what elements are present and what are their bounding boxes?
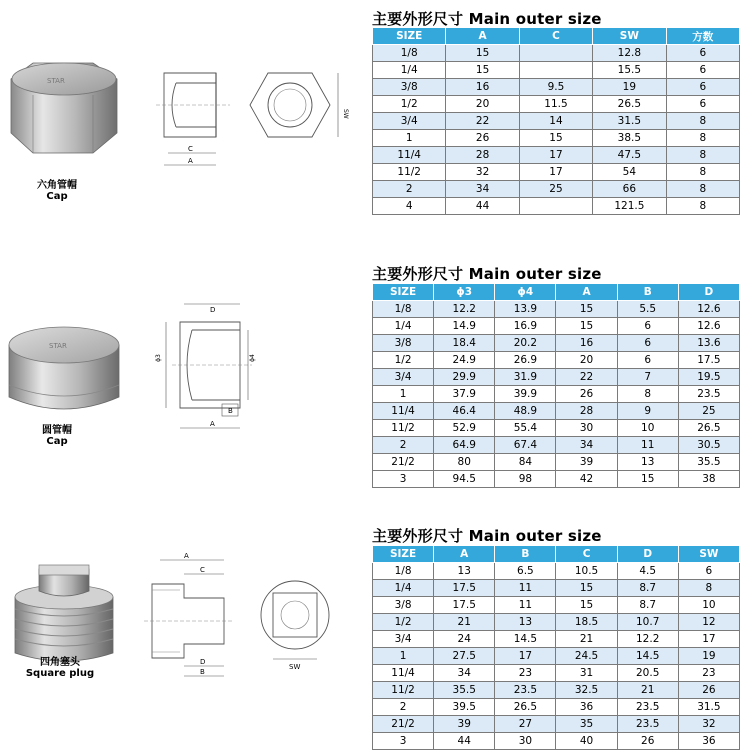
table-row [373,62,740,79]
table-cell: 15 [446,62,519,79]
hex-cap-dim-a: A [188,157,193,165]
hex-cap-table [372,27,740,215]
table-cell: 3/4 [373,631,434,648]
table-cell: 4 [373,198,446,215]
table-cell: 13 [434,563,495,580]
table-cell: 1/2 [373,614,434,631]
table-cell: 27.5 [434,648,495,665]
table-cell: 11/4 [373,403,434,420]
table-cell: 23.5 [678,386,739,403]
square-plug-caption-cn: 四角塞头 [40,657,80,668]
hex-cap-section-drawing [150,65,240,175]
table-cell: 8 [666,198,739,215]
table-cell: 40 [556,733,617,750]
table-cell: 26 [617,733,678,750]
table-cell: 2 [373,699,434,716]
table-cell: 21/2 [373,716,434,733]
table-cell: 8 [666,147,739,164]
table-cell: 10.7 [617,614,678,631]
table-row [373,369,740,386]
table-cell: 1 [373,648,434,665]
table-cell: 26 [446,130,519,147]
hex-cap-heading: 主要外形尺寸 Main outer size [372,10,602,28]
table-cell: 31.9 [495,369,556,386]
square-plug-caption [15,657,105,679]
svg-text:STAR: STAR [49,342,67,350]
hex-cap-photo [5,55,123,160]
table-cell: 25 [519,181,592,198]
square-plug-dim-a: A [184,552,189,560]
table-cell: 1/8 [373,563,434,580]
table-cell: 28 [556,403,617,420]
table-row [373,580,740,597]
table-cell: 12.6 [678,301,739,318]
table-row [373,130,740,147]
table-cell: 15 [556,301,617,318]
table-row [373,682,740,699]
round-cap-section-drawing [152,300,262,435]
table-cell: 14 [519,113,592,130]
table-cell: 35 [556,716,617,733]
table-cell: 3/8 [373,597,434,614]
table-cell: 21 [434,614,495,631]
table-row [373,45,740,62]
square-plug-table [372,545,740,750]
table-cell: 8 [666,130,739,147]
table-cell: 32 [446,164,519,181]
table-cell: 21 [556,631,617,648]
hex-cap-caption [22,180,92,202]
column-header: B [495,546,556,563]
column-header: SW [593,28,666,45]
table-cell: 24 [434,631,495,648]
table-cell: 16 [556,335,617,352]
table-cell: 26 [678,682,739,699]
table-cell: 24.9 [434,352,495,369]
table-row [373,318,740,335]
table-cell: 3 [373,471,434,488]
table-cell: 14.9 [434,318,495,335]
table-cell: 39 [556,454,617,471]
round-cap-section [0,255,750,505]
table-row [373,614,740,631]
table-cell: 27 [495,716,556,733]
table-cell: 9.5 [519,79,592,96]
table-row [373,181,740,198]
table-cell: 25 [678,403,739,420]
table-cell: 23 [495,665,556,682]
table-cell: 36 [678,733,739,750]
table-cell: 34 [446,181,519,198]
table-cell: 11/2 [373,682,434,699]
table-cell: 5.5 [617,301,678,318]
table-cell: 20 [446,96,519,113]
table-row [373,454,740,471]
table-cell: 6 [666,79,739,96]
square-plug-end-view [247,579,347,674]
table-cell: 8 [666,113,739,130]
table-cell: 26.5 [593,96,666,113]
table-cell: 11.5 [519,96,592,113]
column-header: A [446,28,519,45]
table-row [373,699,740,716]
table-cell: 23.5 [495,682,556,699]
table-cell: 6 [617,318,678,335]
square-plug-section-drawing [140,552,245,682]
table-cell: 26.9 [495,352,556,369]
table-cell: 52.9 [434,420,495,437]
column-header: C [519,28,592,45]
table-cell: 38 [678,471,739,488]
table-row [373,733,740,750]
round-cap-heading: 主要外形尺寸 Main outer size [372,265,602,283]
table-row [373,147,740,164]
table-header-row [373,284,740,301]
table-row [373,386,740,403]
table-cell: 26 [556,386,617,403]
column-header: SIZE [373,28,446,45]
table-row [373,563,740,580]
table-cell: 19 [678,648,739,665]
table-cell: 12.6 [678,318,739,335]
table-cell: 17 [678,631,739,648]
table-cell: 15 [556,580,617,597]
table-cell: 11/4 [373,665,434,682]
table-cell: 6 [617,335,678,352]
table-cell: 12.2 [434,301,495,318]
round-cap-dim-a: A [210,420,215,428]
table-cell: 17 [519,147,592,164]
table-row [373,471,740,488]
table-row [373,352,740,369]
table-cell: 8 [617,386,678,403]
round-cap-table [372,283,740,488]
table-row [373,335,740,352]
table-cell: 84 [495,454,556,471]
table-cell: 39.9 [495,386,556,403]
table-cell: 1 [373,386,434,403]
table-row [373,198,740,215]
table-cell: 1/2 [373,96,446,113]
table-cell: 35.5 [678,454,739,471]
table-cell: 30 [556,420,617,437]
table-cell: 29.9 [434,369,495,386]
table-header-row [373,546,740,563]
table-cell: 42 [556,471,617,488]
table-row [373,597,740,614]
table-cell: 17.5 [434,597,495,614]
table-cell: 19.5 [678,369,739,386]
table-cell: 30 [495,733,556,750]
round-cap-caption-en: Cap [46,436,68,447]
table-cell: 28 [446,147,519,164]
table-row [373,96,740,113]
hex-cap-section [0,0,750,250]
table-cell: 31 [556,665,617,682]
table-row [373,79,740,96]
table-row [373,301,740,318]
table-cell: 39.5 [434,699,495,716]
table-cell: 10.5 [556,563,617,580]
svg-text:STAR: STAR [47,77,65,85]
column-header: SW [678,546,739,563]
table-cell: 6 [666,45,739,62]
table-cell: 15.5 [593,62,666,79]
hex-cap-end-view [242,65,352,165]
table-cell: 15 [556,318,617,335]
table-cell: 34 [556,437,617,454]
table-cell: 17 [519,164,592,181]
table-cell: 18.5 [556,614,617,631]
round-cap-dim-b: B [228,407,233,415]
table-cell: 21 [617,682,678,699]
table-cell: 13.6 [678,335,739,352]
round-cap-caption-cn: 圆管帽 [42,425,72,436]
table-cell: 8 [666,164,739,181]
square-plug-dim-d: D [200,658,206,666]
table-cell: 26.5 [495,699,556,716]
table-cell: 46.4 [434,403,495,420]
table-cell: 2 [373,437,434,454]
column-header: C [556,546,617,563]
table-cell: 32.5 [556,682,617,699]
table-cell: 3/8 [373,335,434,352]
table-cell: 15 [519,130,592,147]
table-cell: 13 [617,454,678,471]
column-header: D [617,546,678,563]
table-cell: 80 [434,454,495,471]
column-header: A [556,284,617,301]
table-cell: 6.5 [495,563,556,580]
column-header: SIZE [373,546,434,563]
table-cell: 11/2 [373,420,434,437]
table-cell: 11 [617,437,678,454]
round-cap-photo [3,315,125,423]
table-cell: 1/8 [373,45,446,62]
table-cell: 1 [373,130,446,147]
column-header: D [678,284,739,301]
round-cap-dim-phi4: ϕ4 [249,354,256,362]
table-row [373,403,740,420]
table-cell: 15 [446,45,519,62]
table-cell: 1/4 [373,580,434,597]
table-cell: 64.9 [434,437,495,454]
table-cell: 36 [556,699,617,716]
table-cell: 44 [434,733,495,750]
square-plug-dim-b: B [200,668,205,676]
column-header: 方数 [666,28,739,45]
hex-cap-dim-c: C [188,145,193,153]
table-cell: 9 [617,403,678,420]
square-plug-section [0,517,750,750]
table-cell: 13 [495,614,556,631]
table-cell: 66 [593,181,666,198]
table-cell: 4.5 [617,563,678,580]
table-cell: 11 [495,597,556,614]
table-cell: 15 [617,471,678,488]
table-cell: 1/4 [373,62,446,79]
table-cell: 3/4 [373,369,434,386]
hex-cap-caption-en: Cap [46,191,68,202]
table-cell: 6 [666,62,739,79]
table-cell [519,62,592,79]
table-row [373,665,740,682]
table-cell: 31.5 [593,113,666,130]
column-header: A [434,546,495,563]
table-cell: 35.5 [434,682,495,699]
table-row [373,716,740,733]
table-cell: 20 [556,352,617,369]
table-cell: 2 [373,181,446,198]
round-cap-caption [22,425,92,447]
table-cell: 12.2 [617,631,678,648]
table-row [373,113,740,130]
square-plug-dim-c: C [200,566,205,574]
column-header: B [617,284,678,301]
table-cell: 39 [434,716,495,733]
column-header: SIZE [373,284,434,301]
table-cell: 6 [617,352,678,369]
table-cell: 23.5 [617,699,678,716]
table-cell: 8.7 [617,597,678,614]
table-cell: 19 [593,79,666,96]
table-cell: 1/2 [373,352,434,369]
table-cell: 3 [373,733,434,750]
table-cell: 38.5 [593,130,666,147]
table-header-row [373,28,740,45]
table-cell: 34 [434,665,495,682]
round-cap-dim-d: D [210,306,216,314]
table-cell: 17.5 [434,580,495,597]
table-cell: 16 [446,79,519,96]
table-cell: 3/4 [373,113,446,130]
table-cell: 23.5 [617,716,678,733]
column-header: ϕ4 [495,284,556,301]
table-cell: 67.4 [495,437,556,454]
table-cell: 8 [678,580,739,597]
table-cell: 94.5 [434,471,495,488]
table-cell: 11/4 [373,147,446,164]
table-cell: 44 [446,198,519,215]
table-row [373,648,740,665]
table-cell: 37.9 [434,386,495,403]
table-row [373,420,740,437]
table-cell: 54 [593,164,666,181]
table-cell: 22 [556,369,617,386]
hex-cap-caption-cn: 六角管帽 [37,180,77,191]
table-cell: 13.9 [495,301,556,318]
table-cell: 8.7 [617,580,678,597]
table-cell: 121.5 [593,198,666,215]
table-cell: 14.5 [617,648,678,665]
table-cell: 11/2 [373,164,446,181]
column-header: ϕ3 [434,284,495,301]
table-cell: 12 [678,614,739,631]
table-cell: 6 [666,96,739,113]
table-cell: 24.5 [556,648,617,665]
table-row [373,631,740,648]
table-cell: 21/2 [373,454,434,471]
table-cell: 11 [495,580,556,597]
table-cell: 26.5 [678,420,739,437]
table-cell: 12.8 [593,45,666,62]
table-cell: 31.5 [678,699,739,716]
table-cell: 48.9 [495,403,556,420]
table-cell: 10 [617,420,678,437]
table-row [373,164,740,181]
table-cell: 3/8 [373,79,446,96]
table-cell: 32 [678,716,739,733]
table-cell: 55.4 [495,420,556,437]
table-cell [519,198,592,215]
table-cell: 17.5 [678,352,739,369]
table-cell: 6 [678,563,739,580]
hex-cap-dim-sw: SW [342,109,349,119]
square-plug-caption-en: Square plug [25,668,95,679]
table-cell: 16.9 [495,318,556,335]
table-cell: 20.5 [617,665,678,682]
table-cell: 18.4 [434,335,495,352]
table-cell: 1/4 [373,318,434,335]
table-cell: 98 [495,471,556,488]
table-cell: 23 [678,665,739,682]
table-cell: 7 [617,369,678,386]
table-row [373,437,740,454]
table-cell: 30.5 [678,437,739,454]
table-cell: 8 [666,181,739,198]
table-cell: 47.5 [593,147,666,164]
table-cell: 10 [678,597,739,614]
table-cell: 17 [495,648,556,665]
table-cell: 14.5 [495,631,556,648]
table-cell [519,45,592,62]
table-cell: 1/8 [373,301,434,318]
round-cap-dim-phi3: ϕ3 [155,354,162,362]
table-cell: 20.2 [495,335,556,352]
table-cell: 15 [556,597,617,614]
square-plug-dim-sw: SW [289,663,301,671]
square-plug-heading: 主要外形尺寸 Main outer size [372,527,602,545]
table-cell: 22 [446,113,519,130]
